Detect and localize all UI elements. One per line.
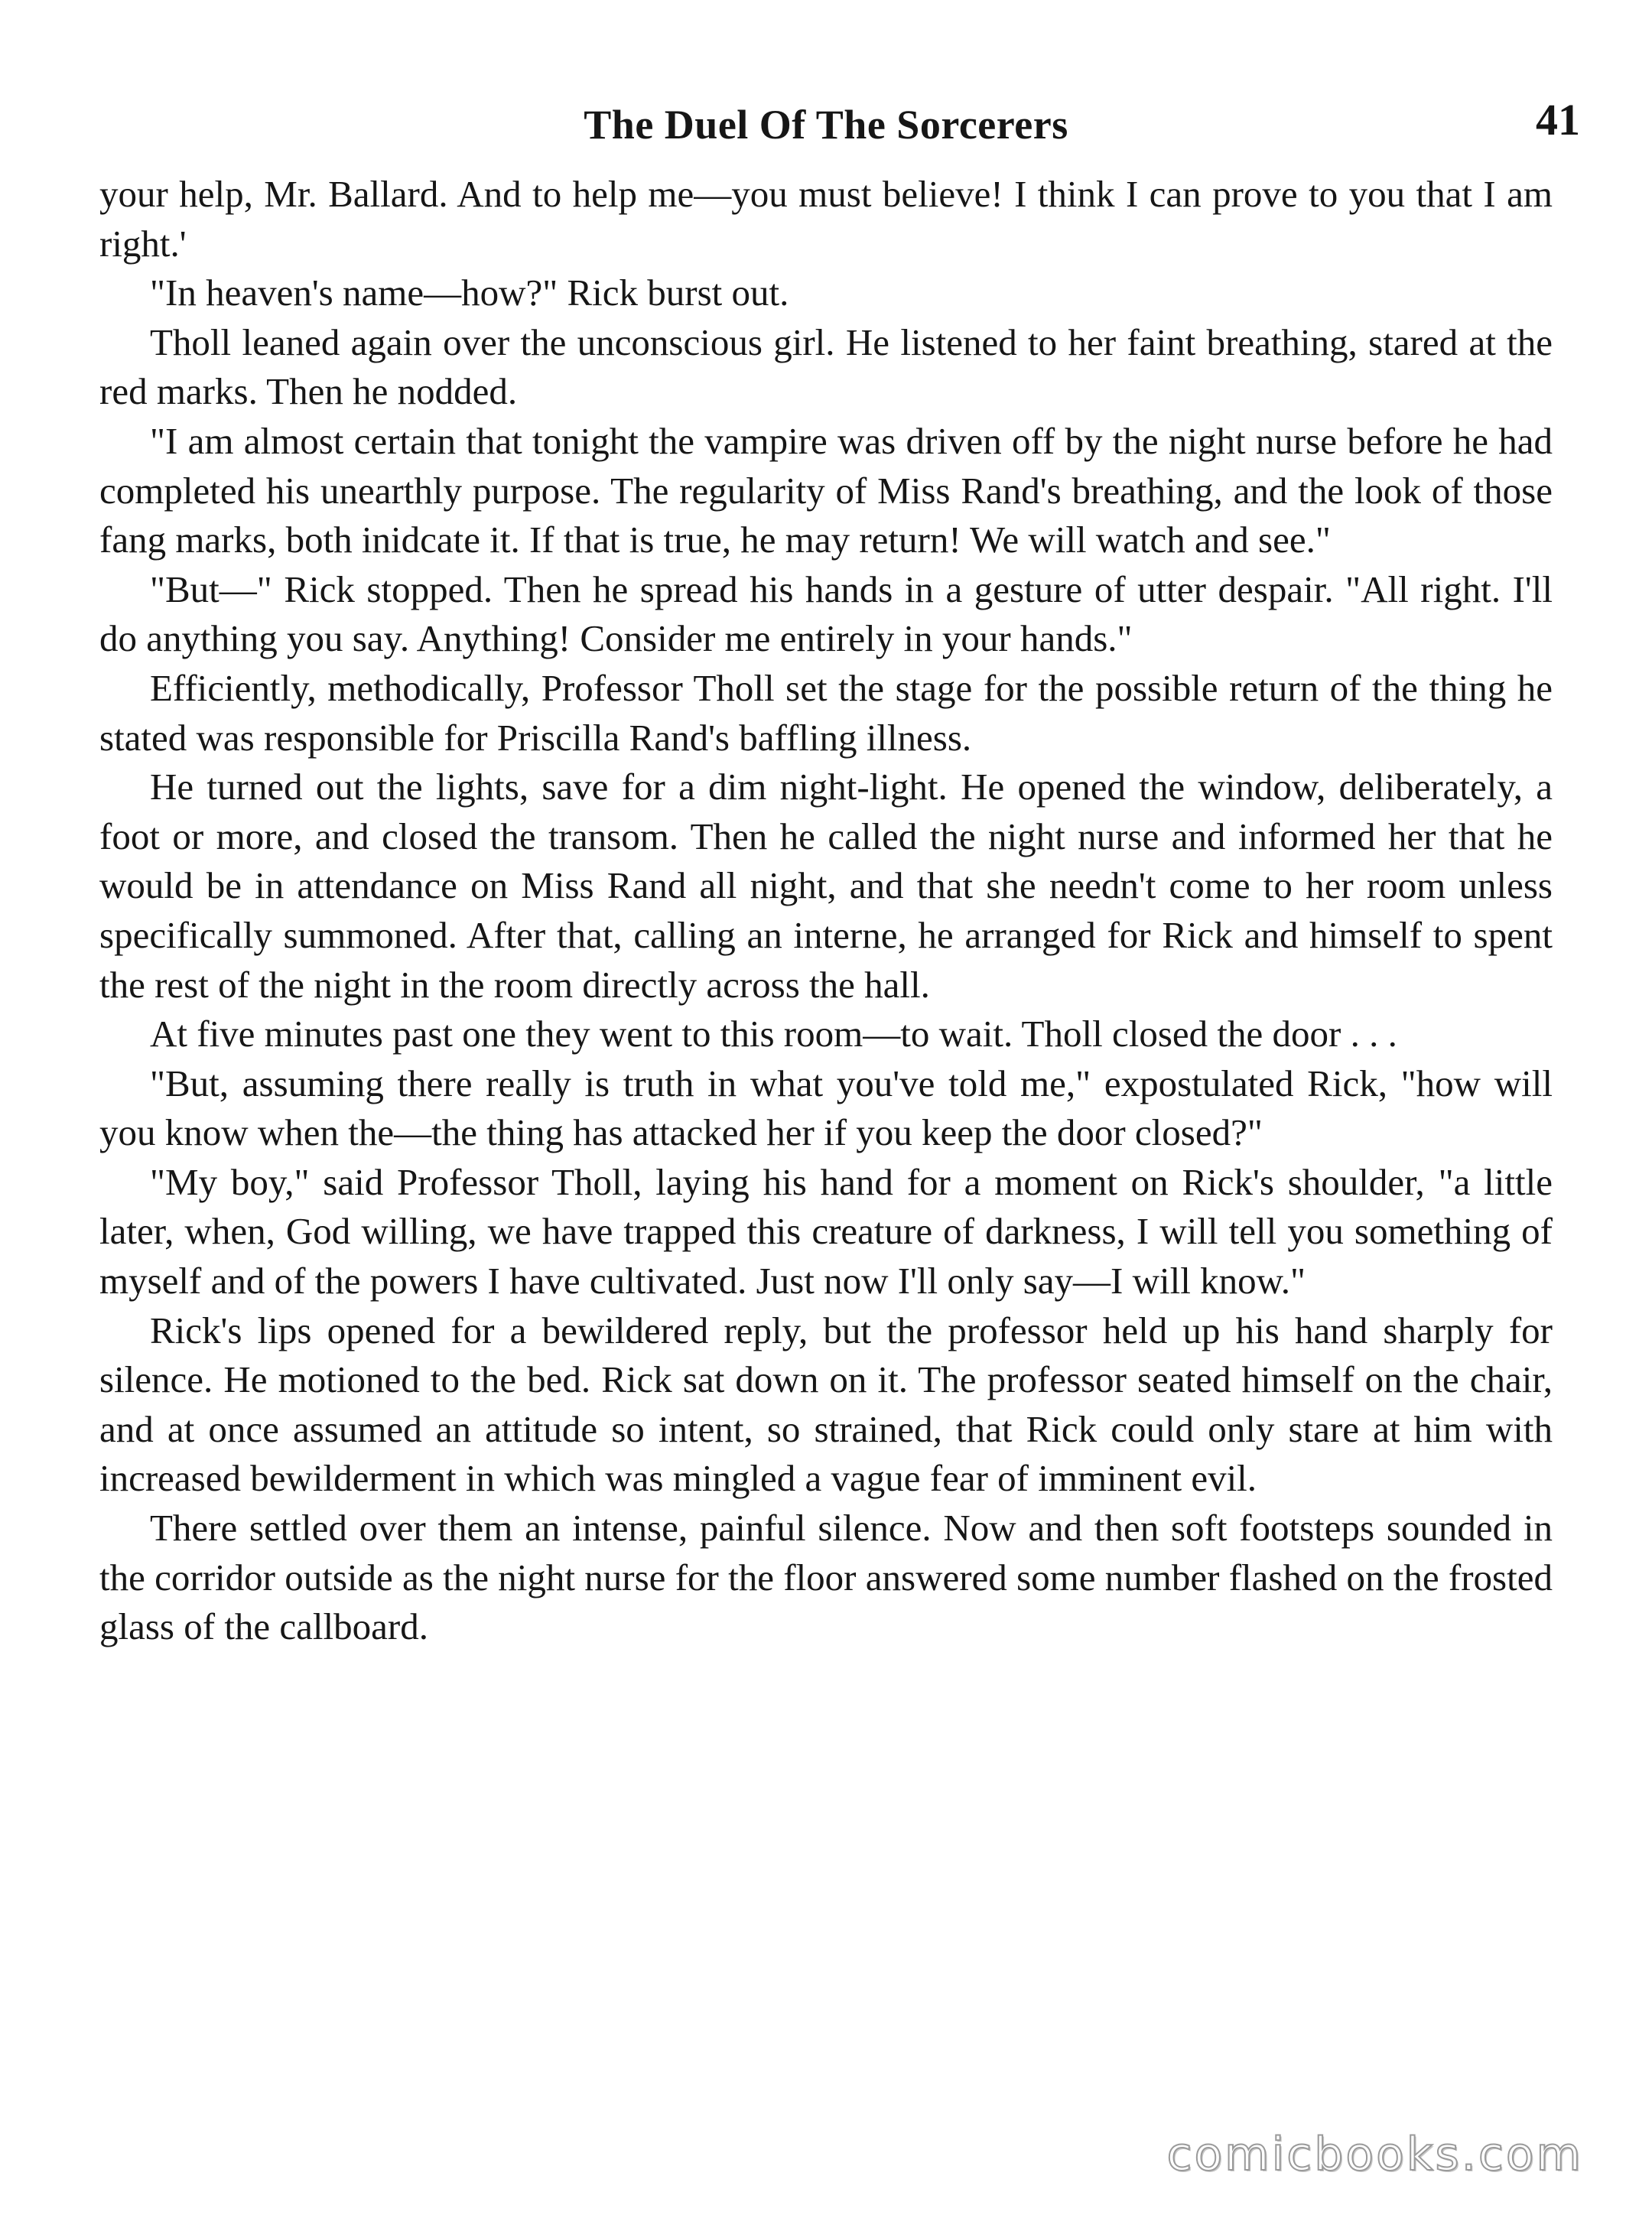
- paragraph: Tholl leaned again over the unconscious girl. He listened to her faint breathing, stared at the red marks. Then he nodded.: [99, 320, 1553, 413]
- watermark-logo: comicbooks.com: [1166, 2128, 1583, 2181]
- paragraph: Efficiently, methodically, Professor Tholl set the stage for the possible return of the thing he stated was responsible for Priscilla Rand's baffling illness.: [99, 666, 1553, 759]
- paragraph: "My boy," said Professor Tholl, laying his hand for a moment on Rick's shoulder, "a little later, when, God willing, we have trapped this creature of darkness, I will tell you something of myself and of the powers I have cultivated. Just now I'll only say—I will know.": [99, 1160, 1553, 1303]
- paragraph: There settled over them an intense, painful silence. Now and then soft footsteps sounded in the corridor outside as the night nurse for the floor answered some number flashed on the frosted glass of the callboard.: [99, 1507, 1553, 1648]
- paragraph: "But—" Rick stopped. Then he spread his hands in a gesture of utter despair. "All right. I'll do anything you say. Anything! Consider me entirely in your hands.": [99, 568, 1553, 660]
- paragraph: Rick's lips opened for a bewildered reply, but the professor held up his hand sharply for silence. He motioned to the bed. Rick sat down on it. The professor seated himself on the chair, and at once assumed an attitude so intent, so strained, that Rick could only stare at him with increased bewilderment in which was mingled a vague fear of imminent evil.: [99, 1309, 1553, 1500]
- page-number: 41: [1536, 95, 1580, 145]
- paragraph: "But, assuming there really is truth in what you've told me," expostulated Rick, "how will you know when the—the thing has attacked her if you keep the door closed?": [99, 1062, 1553, 1154]
- body-text: [99, 170, 1553, 1652]
- running-head: [0, 90, 1652, 159]
- paragraph: "In heaven's name—how?" Rick burst out.: [150, 272, 789, 314]
- paragraph: your help, Mr. Ballard. And to help me—you must believe! I think I can prove to you that I am right.': [99, 173, 1553, 265]
- paragraph: "I am almost certain that tonight the vampire was driven off by the night nurse before he had completed his unearthly purpose. The regularity of Miss Rand's breathing, and the look of those fang marks, both inidcate it. If that is true, he may return! We will watch and see.": [99, 419, 1553, 561]
- paragraph: At five minutes past one they went to this room—to wait. Tholl closed the door . . .: [150, 1013, 1397, 1055]
- chapter-title: The Duel Of The Sorcerers: [584, 102, 1068, 148]
- paragraph: He turned out the lights, save for a dim night-light. He opened the window, deliberately, a foot or more, and closed the transom. Then he called the night nurse and informed her that he would be in attendance on Miss Rand all night, and that she needn't come to her room unless specifically summoned. After that, calling an interne, he arranged for Rick and himself to spent the rest of the night in the room directly across the hall.: [99, 766, 1553, 1006]
